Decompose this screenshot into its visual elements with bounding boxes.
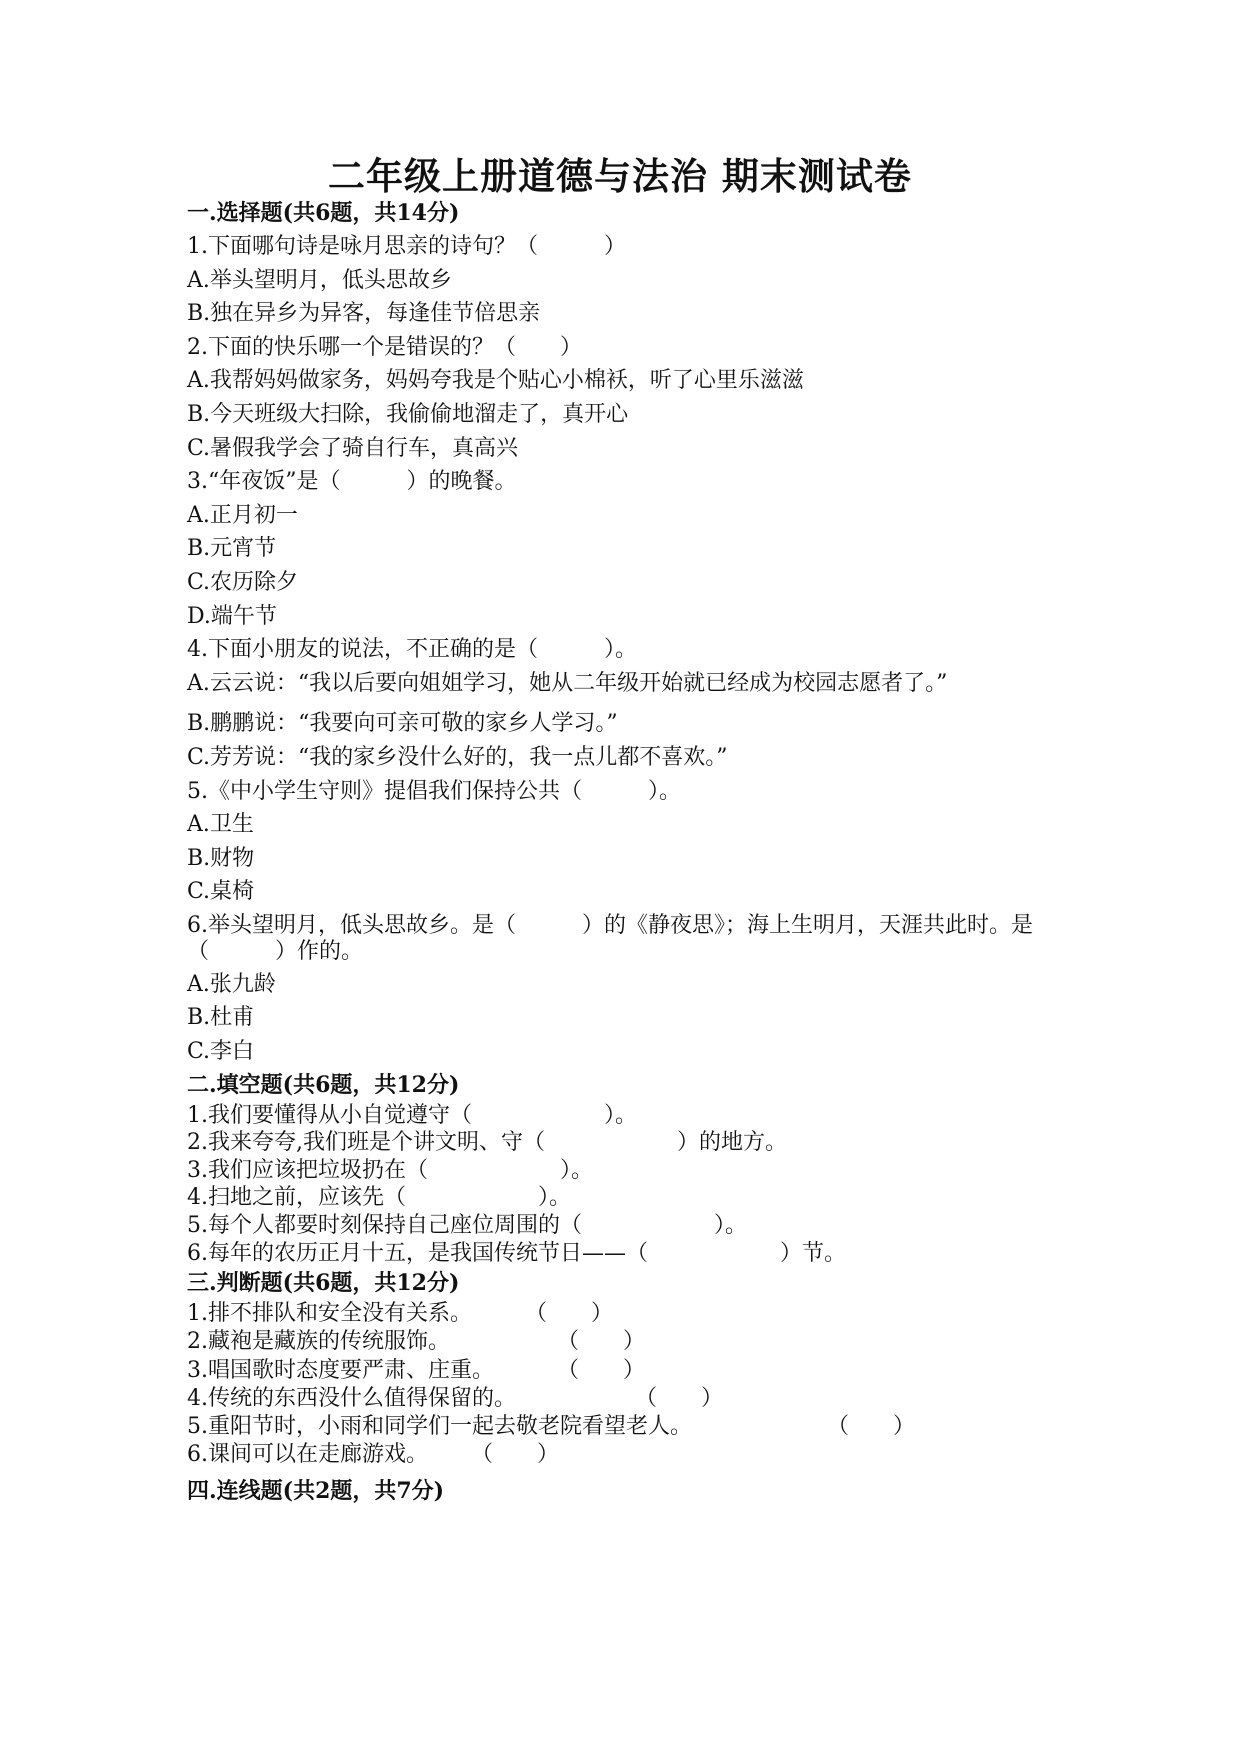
judge-question-text: 3.唱国歌时态度要严肃、庄重。	[187, 1357, 494, 1383]
option-line: A.张九龄	[187, 971, 276, 997]
option-line: C.桌椅	[187, 879, 255, 905]
answer-paren: （ ）	[525, 1301, 614, 1327]
judge-question-text: 6.课间可以在走廊游戏。	[187, 1442, 428, 1468]
option-line: B.元宵节	[187, 536, 277, 562]
option-line: C.芳芳说：“我的家乡没什么好的，我一点儿都不喜欢。”	[187, 744, 728, 770]
option-line: B.今天班级大扫除，我偷偷地溜走了，真开心	[187, 401, 629, 427]
judge-question-text: 4.传统的东西没什么值得保留的。	[187, 1385, 516, 1411]
question-line: 5.《中小学生守则》提倡我们保持公共（ ）。	[187, 778, 681, 804]
option-line: A.正月初一	[187, 502, 298, 528]
option-line: B.鹏鹏说：“我要向可亲可敬的家乡人学习。”	[187, 711, 618, 737]
option-line: B.杜甫	[187, 1005, 255, 1031]
option-line: B.财物	[187, 845, 255, 871]
judge-question	[187, 1300, 1067, 1328]
section-heading-match: 四.连线题(共2题，共7分)	[187, 1478, 445, 1505]
judge-question-text: 2.藏袍是藏族的传统服饰。	[187, 1329, 450, 1355]
option-line: B.独在异乡为异客，每逢佳节倍思亲	[187, 301, 541, 327]
section-heading-fill: 二.填空题(共6题，共12分)	[187, 1071, 460, 1098]
judge-question	[187, 1385, 1067, 1413]
answer-paren: （ ）	[635, 1385, 724, 1411]
fill-question: 3.我们应该把垃圾扔在（ ）。	[187, 1157, 593, 1183]
answer-paren: （ ）	[827, 1413, 916, 1439]
judge-question	[187, 1441, 1067, 1469]
option-line: C.李白	[187, 1039, 255, 1065]
page-title: 二年级上册道德与法治 期末测试卷	[328, 154, 912, 198]
fill-question: 2.我来夸夸,我们班是个讲文明、守（ ）的地方。	[187, 1130, 787, 1156]
option-line: A.云云说：“我以后要向姐姐学习，她从二年级开始就已经成为校园志愿者了。”	[187, 670, 948, 696]
question-line: 6.举头望明月，低头思故乡。是（ ）的《静夜思》；海上生明月，天涯共此时。是（ ）作的。	[187, 912, 1033, 964]
answer-paren: （ ）	[557, 1329, 646, 1355]
option-line: D.端午节	[187, 603, 277, 629]
answer-paren: （ ）	[471, 1442, 560, 1468]
question-line: 1.下面哪句诗是咏月思亲的诗句？（ ）	[187, 234, 626, 259]
option-line: C.农历除夕	[187, 569, 299, 595]
question-line: 4.下面小朋友的说法，不正确的是（ ）。	[187, 637, 637, 663]
fill-question: 6.每年的农历正月十五，是我国传统节日——（ ）节。	[187, 1240, 846, 1266]
judge-question-text: 5.重阳节时，小雨和同学们一起去敬老院看望老人。	[187, 1413, 692, 1439]
exam-content	[187, 197, 1067, 1508]
option-line: A.举头望明月，低头思故乡	[187, 267, 452, 293]
judge-question	[187, 1357, 1067, 1385]
fill-question: 5.每个人都要时刻保持自己座位周围的（ ）。	[187, 1213, 747, 1239]
judge-question	[187, 1413, 1067, 1441]
fill-question: 4.扫地之前，应该先（ ）。	[187, 1185, 571, 1211]
judge-question	[187, 1328, 1067, 1356]
answer-paren: （ ）	[557, 1357, 646, 1383]
option-line: C.暑假我学会了骑自行车，真高兴	[187, 435, 519, 461]
section-heading-choice: 一.选择题(共6题，共14分)	[187, 200, 460, 226]
option-line: A.卫生	[187, 812, 254, 838]
question-line: 3.“年夜饭”是（ ）的晚餐。	[187, 469, 517, 495]
fill-question: 1.我们要懂得从小自觉遵守（ ）。	[187, 1102, 637, 1128]
judge-question-text: 1.排不排队和安全没有关系。	[187, 1301, 472, 1327]
question-line: 2.下面的快乐哪一个是错误的？（ ）	[187, 334, 582, 360]
option-line: A.我帮妈妈做家务，妈妈夸我是个贴心小棉袄，听了心里乐滋滋	[187, 368, 804, 394]
section-heading-judge: 三.判断题(共6题，共12分)	[187, 1270, 460, 1297]
